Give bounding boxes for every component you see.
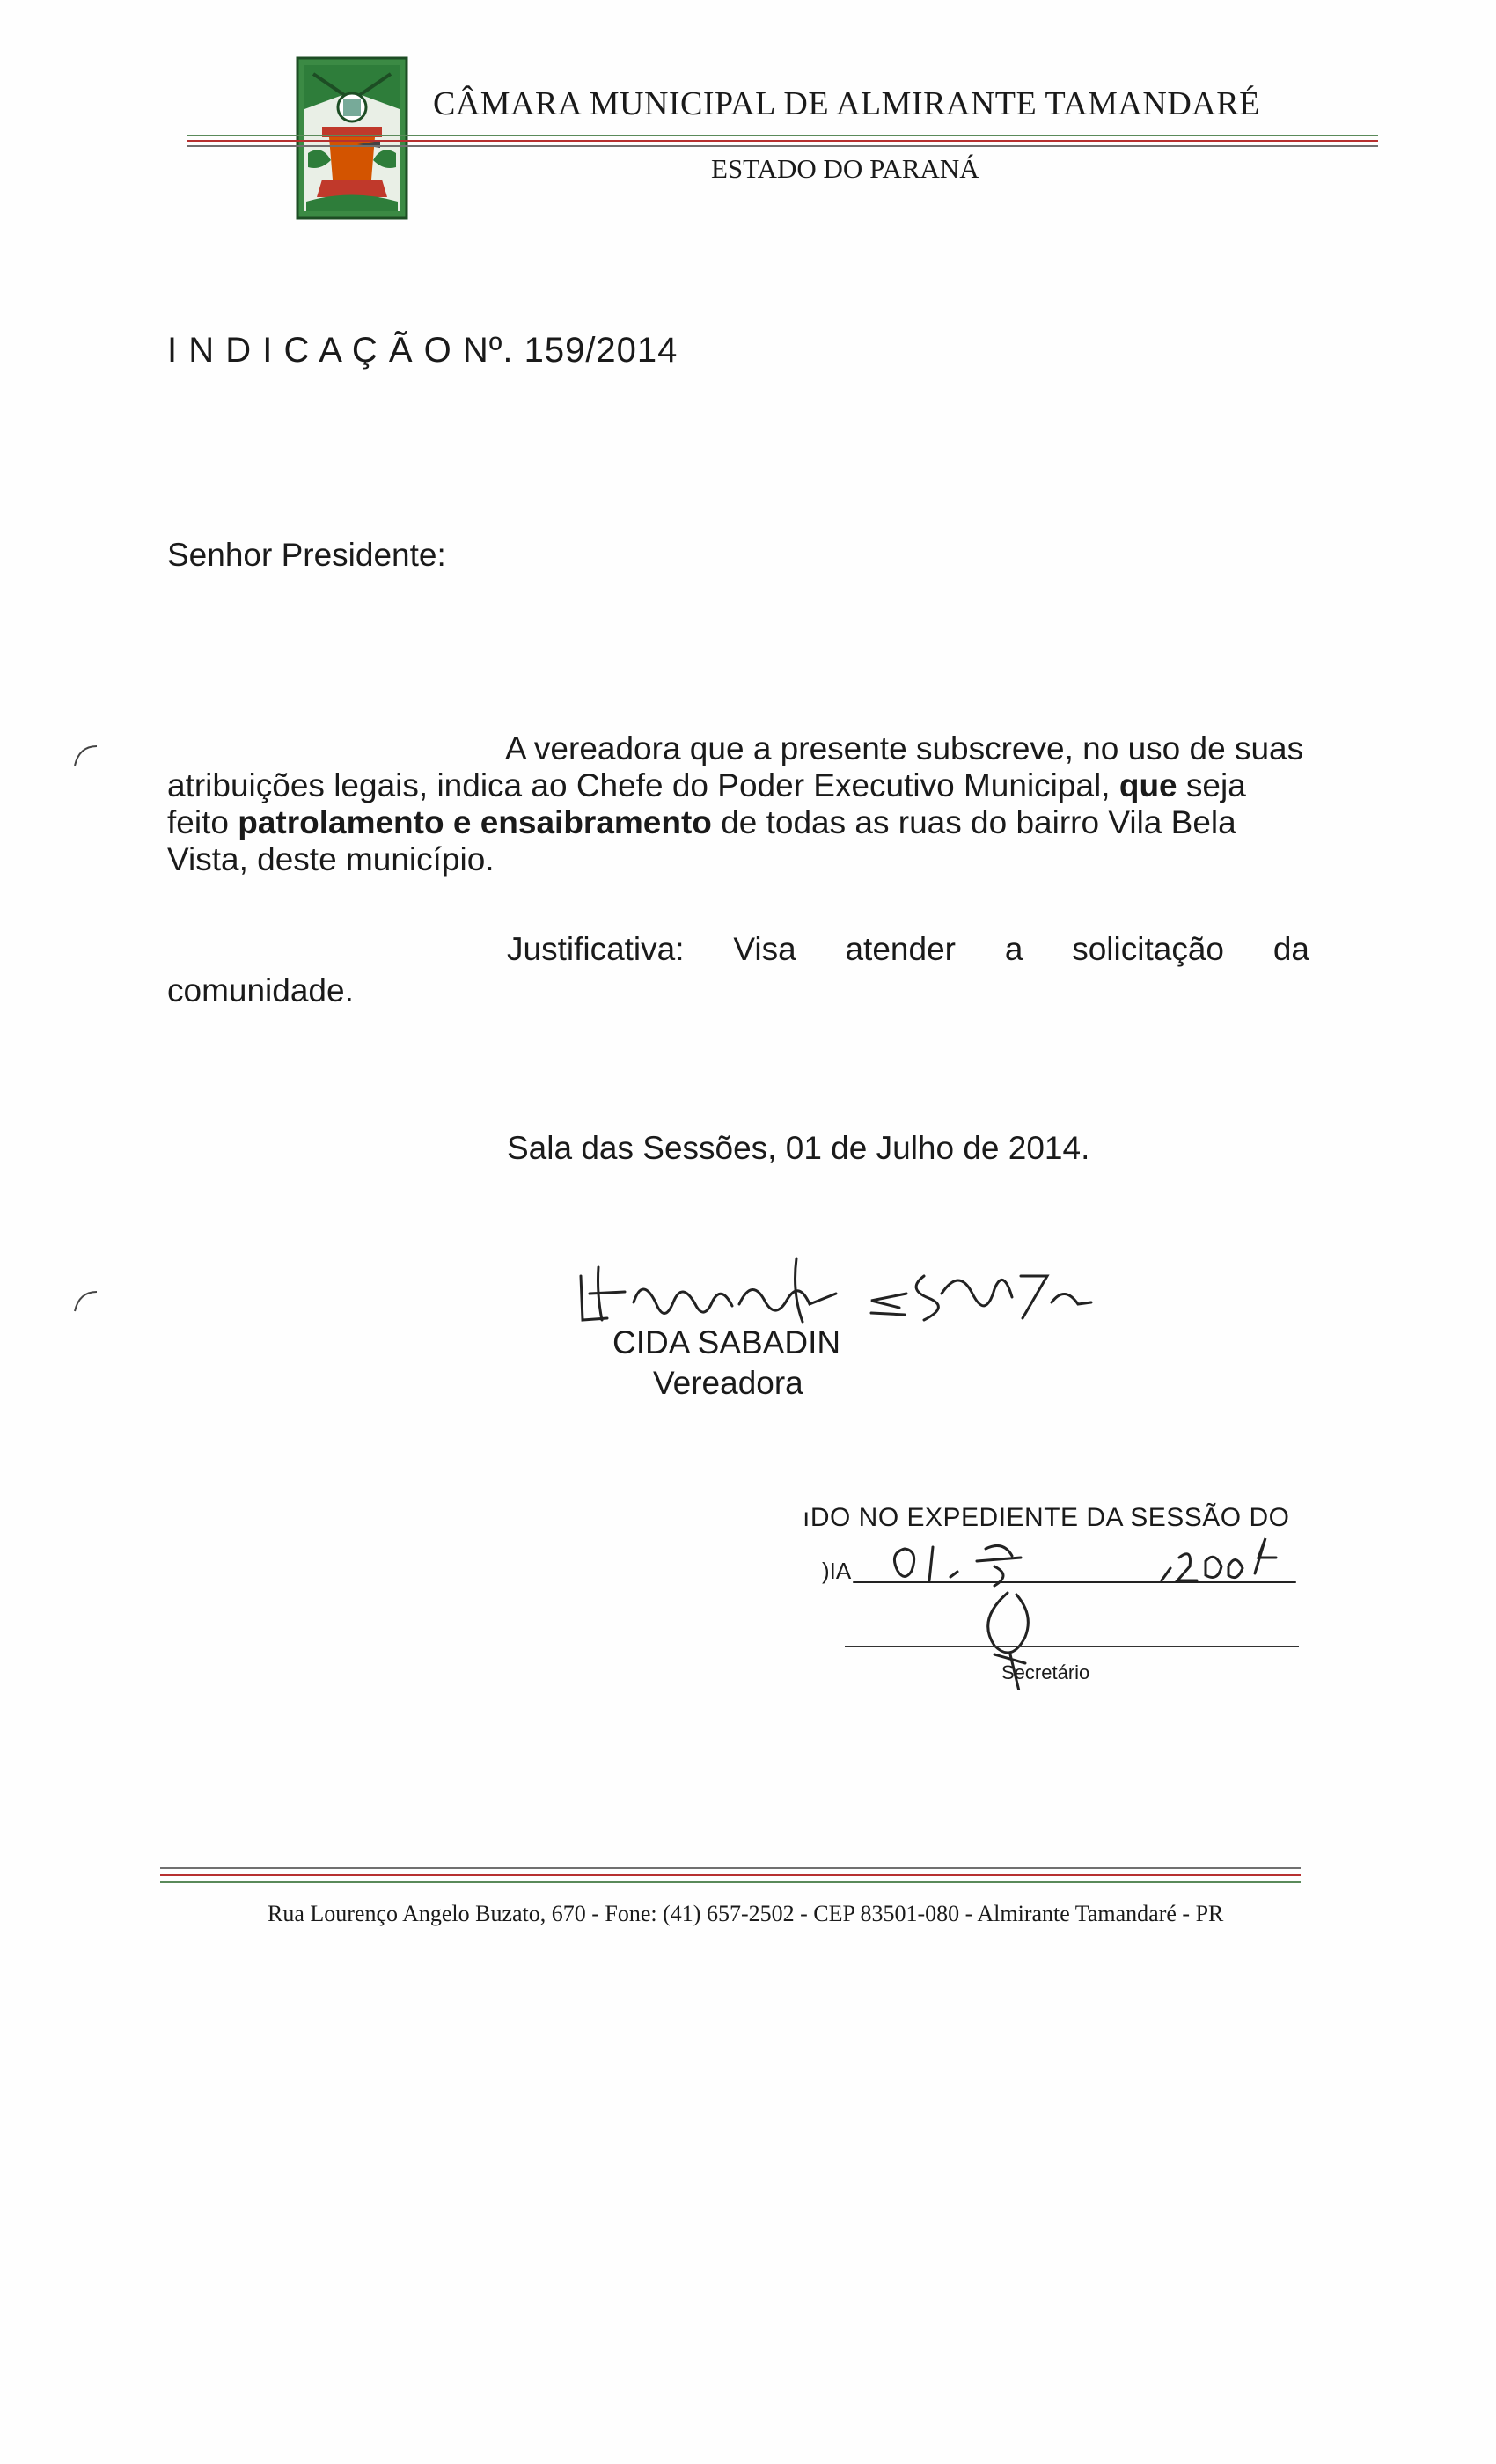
- place-and-date: Sala das Sessões, 01 de Julho de 2014.: [507, 1130, 1090, 1166]
- punch-hole-mark: [70, 739, 106, 774]
- punch-hole-mark: [70, 1285, 106, 1320]
- body-text: [167, 730, 1309, 878]
- signatory-name: CIDA SABADIN: [612, 1324, 841, 1360]
- signatory-role: Vereadora: [653, 1365, 803, 1401]
- institution-title: CÂMARA MUNICIPAL DE ALMIRANTE TAMANDARÉ: [433, 85, 1260, 122]
- body-text-part-1: A vereadora que a presente subscreve, no uso de suas atribuições legais, indica ao Chefe do Poder Executivo Municipal,: [167, 730, 1304, 803]
- document-heading: I N D I C A Ç Ã O Nº. 159/2014: [167, 331, 678, 370]
- header-rule-green: [187, 135, 1378, 136]
- footer-rule-green: [160, 1881, 1301, 1883]
- body-paragraph: [167, 730, 1309, 878]
- justification-end: comunidade.: [167, 972, 354, 1008]
- body-text-part-2: seja feito: [167, 767, 1246, 840]
- header-rule-gray: [187, 145, 1378, 147]
- municipal-coat-of-arms-logo: [296, 56, 408, 220]
- justification-word: da: [1272, 931, 1309, 967]
- stamp-heading: ıDO NO EXPEDIENTE DA SESSÃO DO: [803, 1503, 1290, 1532]
- body-bold-service: patrolamento e ensaibramento: [238, 804, 712, 840]
- justification-word: a: [1004, 931, 1023, 967]
- footer-address: Rua Lourenço Angelo Buzato, 670 - Fone: (41) 657-2502 - CEP 83501-080 - Almirante Tamandaré - PR: [268, 1901, 1224, 1926]
- salutation: Senhor Presidente:: [167, 537, 446, 573]
- body-bold-que: que: [1118, 767, 1177, 803]
- justification-word: solicitação: [1072, 931, 1224, 967]
- justification-word: Visa: [733, 931, 796, 967]
- body-text-part-3: de todas as ruas do bairro Vila Bela Vista, deste município.: [167, 804, 1236, 877]
- stamp-signature-line: [845, 1646, 1299, 1647]
- footer-rule-gray: [160, 1867, 1301, 1869]
- footer-rule-red: [160, 1874, 1301, 1876]
- justification-line: [507, 931, 1309, 968]
- justification-word: atender: [845, 931, 956, 967]
- justification-word: Justificativa:: [507, 931, 685, 967]
- header-rule-red: [187, 140, 1378, 142]
- stamp-date-prefix: )IA: [822, 1558, 852, 1584]
- state-subtitle: ESTADO DO PARANÁ: [711, 153, 979, 184]
- handwritten-signature: [572, 1241, 1206, 1329]
- stamp-secretary-label: Secretário: [1001, 1661, 1090, 1683]
